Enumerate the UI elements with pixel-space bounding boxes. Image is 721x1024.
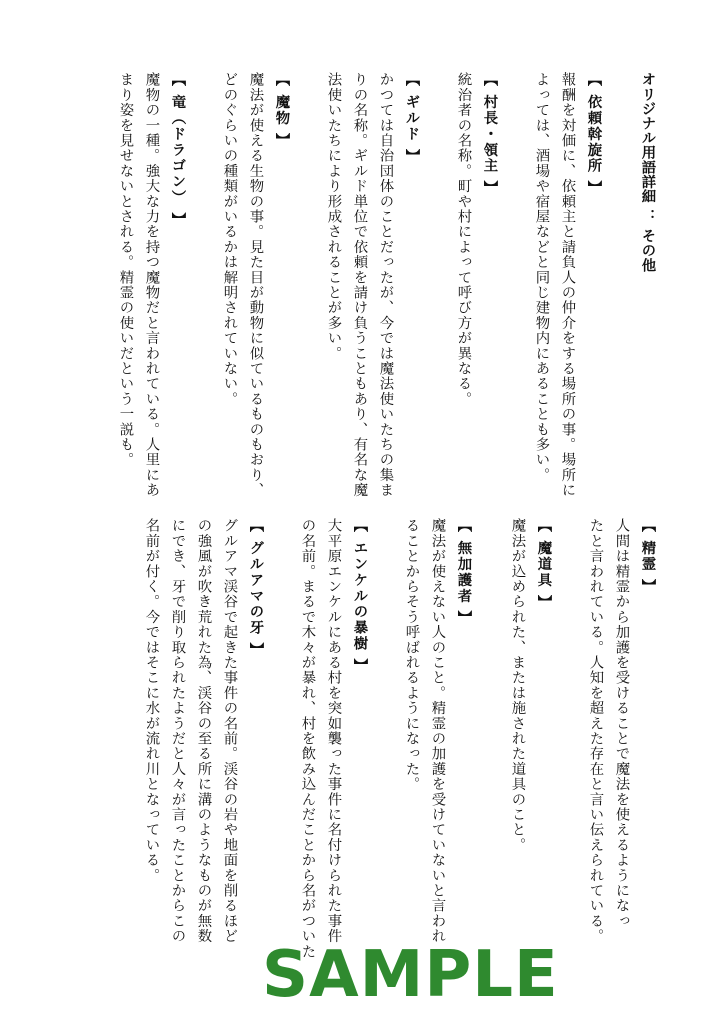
term-text: 人間は精霊から加護を受けることで魔法を使えるようになっ xyxy=(613,518,630,929)
term-heading: 【 魔物 】 xyxy=(273,72,290,149)
term-text: グルアマ渓谷で起きた事件の名前。渓谷の岩や地面を削るほど xyxy=(221,518,238,944)
term-text: 報酬を対価に、依頼主と請負人の仲介をする場所の事。場所に xyxy=(559,72,576,498)
term-heading: 【 ギルド 】 xyxy=(403,72,420,165)
page-title: オリジナル用語詳細 ： その他 xyxy=(639,72,656,273)
term-heading: 【 村長・領主 】 xyxy=(481,72,498,197)
term-text: りの名称。ギルド単位で依頼を請け負うこともあり、有名な魔 xyxy=(351,72,368,498)
term-text: 魔物の一種。強大な力を持つ魔物だと言われている。人里にあ xyxy=(143,72,160,498)
term-text: 魔法が使えない人のこと。精霊の加護を受けていないと言われ xyxy=(429,518,446,944)
term-text: たと言われている。人知を超えた存在と言い伝えられている。 xyxy=(587,518,604,944)
term-text: 大平原エンケルにある村を突如襲った事件に名付けられた事件 xyxy=(325,518,342,944)
term-text: 統治者の名称。町や村によって呼び方が異なる。 xyxy=(455,72,472,407)
term-text: 魔法が使える生物の事。見た目が動物に似ているものもおり、 xyxy=(247,72,264,498)
term-text: にでき、牙で削り取られたようだと人々が言ったことからこの xyxy=(169,518,186,944)
term-heading: 【 精霊 】 xyxy=(639,518,656,595)
term-text: 法使いたちにより形成されることが多い。 xyxy=(325,72,342,361)
term-text: 名前が付く。今ではそこに水が流れ川となっている。 xyxy=(143,518,160,883)
term-text: よっては、酒場や宿屋などと同じ建物内にあることも多い。 xyxy=(533,72,550,483)
term-heading: 【 依頼斡旋所 】 xyxy=(585,72,602,197)
term-heading: 【 エンケルの暴樹 】 xyxy=(351,518,368,675)
term-text: 魔法が込められた、または施された道具のこと。 xyxy=(509,518,526,853)
term-heading: 【 竜（ドラゴン） 】 xyxy=(169,72,186,229)
term-heading: 【 魔道具 】 xyxy=(535,518,552,611)
term-text: かつては自治団体のことだったが、今では魔法使いたちの集ま xyxy=(377,72,394,498)
term-text: ることからそう呼ばれるようになった。 xyxy=(403,518,420,792)
term-text: どのぐらいの種類がいるかは解明されていない。 xyxy=(221,72,238,407)
sample-watermark: SAMPLE xyxy=(262,938,559,1012)
term-text: まり姿を見せないとされる。精霊の使いだという一説も。 xyxy=(117,72,134,468)
term-text: の強風が吹き荒れた為、渓谷の至る所に溝のようなものが無数 xyxy=(195,518,212,944)
term-heading: 【 無加護者 】 xyxy=(455,518,472,627)
term-text: の名前。まるで木々が暴れ、村を飲み込んだことから名がついた xyxy=(299,518,316,959)
term-heading: 【 グルアマの牙 】 xyxy=(247,518,264,659)
